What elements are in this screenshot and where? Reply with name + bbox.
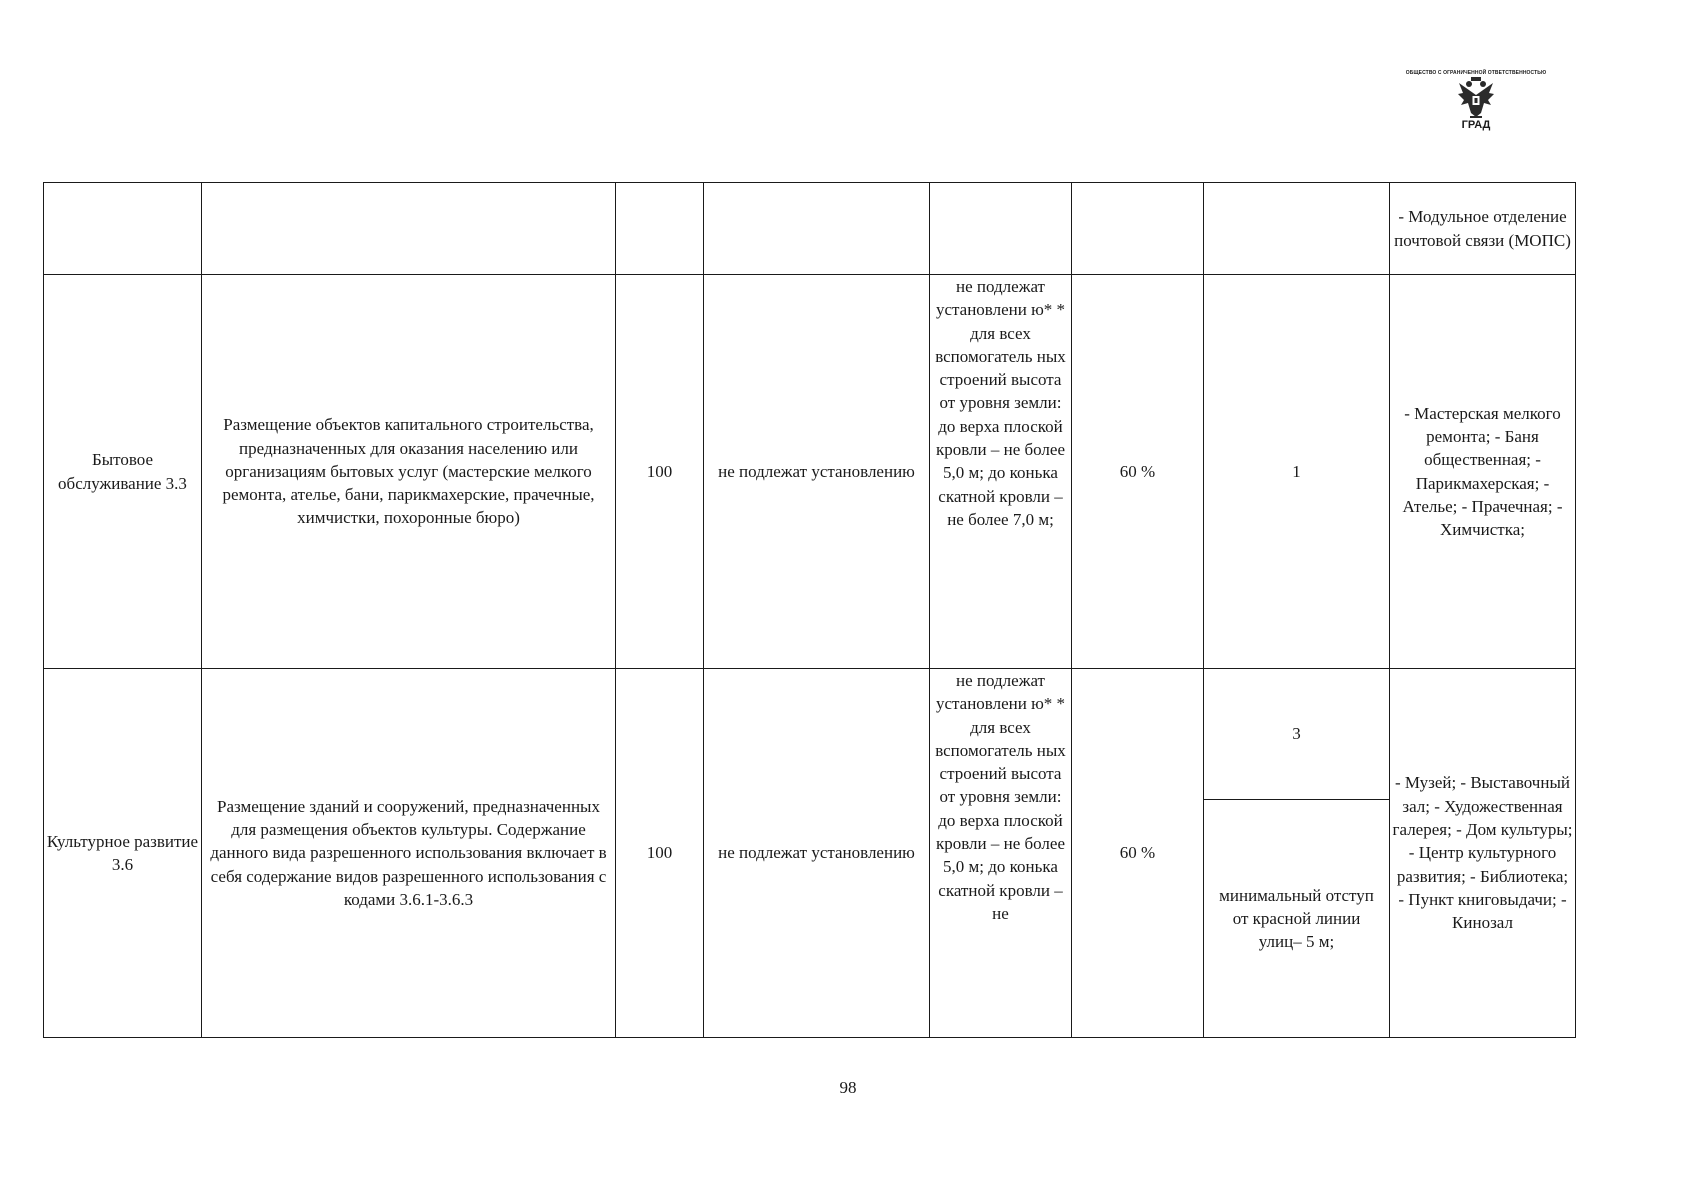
types-of-objects-cell: - Мастерская мелкого ремонта; - Баня общественная; - Парикмахерская; - Ателье; - Прачечная; - Химчистка; [1390,275,1576,669]
height-limit-cell: не подлежат установлени ю* * для всех вспомогатель ных строений высота от уровня земли: до верха плоской кровли – не более 5,0 м; до конька скатной кровли – не более 7,0 м; [930,275,1072,669]
use-type-description-cell: Размещение зданий и сооружений, предназначенных для размещения объектов культуры. Содержание данного вида разрешенного использования включает в себя содержание видов разрешенного использования с кодами 3.6.1-3.6.3 [202,669,616,1038]
company-logo [1396,70,1556,131]
min-plot-size-cell: 100 [616,669,704,1038]
use-type-description-cell: Размещение объектов капитального строительства, предназначенных для оказания населению или организациям бытовых услуг (мастерские мелкого ремонта, ателье, бани, парикмахерские, прачечные, химчистки, похоронные бюро) [202,275,616,669]
empty-cell [1072,183,1204,275]
empty-cell [616,183,704,275]
logo-org-type: ОБЩЕСТВО С ОГРАНИЧЕННОЙ ОТВЕТСТВЕННОСТЬЮ [1405,70,1547,76]
setback-note-cell: минимальный отступ от красной линии улиц– 5 м; [1204,800,1390,1038]
setback-cell: 3 [1204,669,1390,800]
table-row-domestic-services [44,275,1576,669]
land-use-regulations-table [43,182,1576,1038]
coverage-percent-cell: 60 % [1072,275,1204,669]
max-plot-size-cell: не подлежат установлению [704,669,930,1038]
min-plot-size-cell: 100 [616,275,704,669]
empty-cell [44,183,202,275]
logo-company-name: ГРАД [1461,119,1491,131]
empty-cell [930,183,1072,275]
continuation-row [44,183,1576,275]
page-number: 98 [839,1078,857,1097]
empty-cell [704,183,930,275]
double-headed-eagle-emblem-icon [1456,77,1496,121]
setback-cell: 1 [1204,275,1390,669]
types-of-objects-cell: - Модульное отделение почтовой связи (МОПС) [1390,183,1576,275]
empty-cell [202,183,616,275]
max-plot-size-cell: не подлежат установлению [704,275,930,669]
coverage-percent-cell: 60 % [1072,669,1204,1038]
use-type-name-cell: Культурное развитие 3.6 [44,669,202,1038]
height-limit-cell: не подлежат установлени ю* * для всех вспомогатель ных строений высота от уровня земли: до верха плоской кровли – не более 5,0 м; до конька скатной кровли – не [930,669,1072,1038]
table-row-cultural-development [44,669,1576,800]
use-type-name-cell: Бытовое обслуживание 3.3 [44,275,202,669]
types-of-objects-cell: - Музей; - Выставочный зал; - Художественная галерея; - Дом культуры; - Центр культурного развития; - Библиотека; - Пункт книговыдачи; - Кинозал [1390,669,1576,1038]
empty-cell [1204,183,1390,275]
